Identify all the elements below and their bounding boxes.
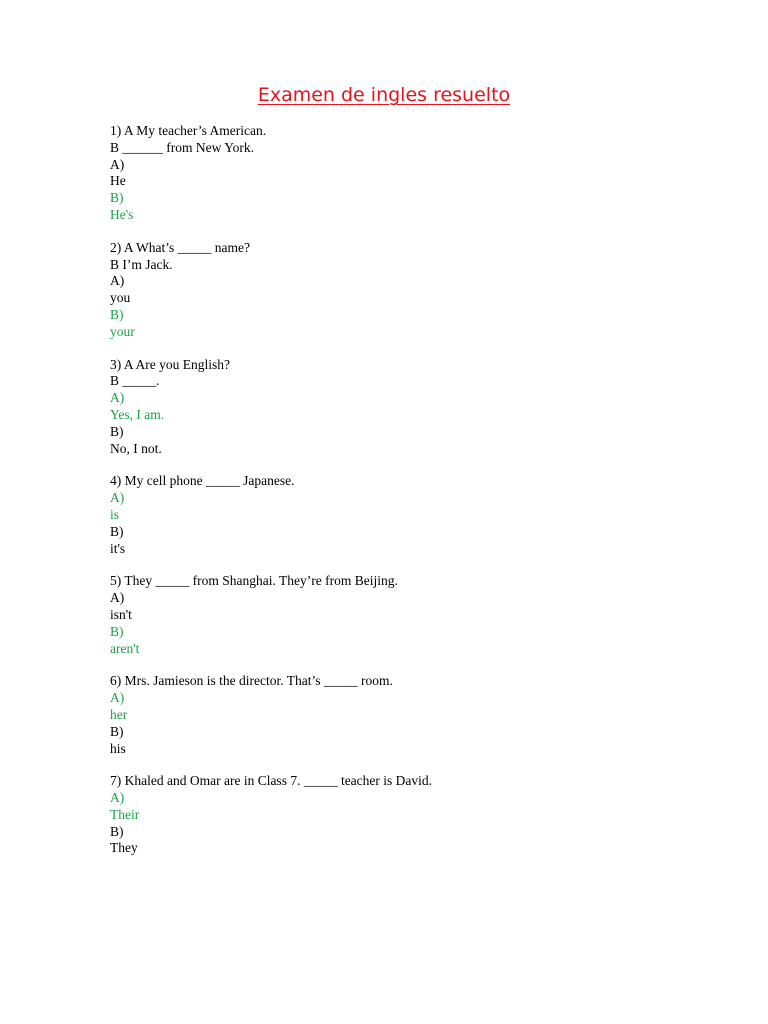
correct-option-letter: A) [110,490,125,506]
question-block [110,240,710,341]
correct-option-text: Their [110,806,140,822]
option-letter: B) [110,823,124,839]
option-text: No, I not. [110,440,162,456]
option-text: his [110,740,126,756]
question-block [110,773,710,857]
question-prompt: 1) A My teacher’s American. [110,123,267,138]
option-text: it's [110,540,126,556]
correct-option-letter: A) [110,690,125,706]
question-prompt: 2) A What’s _____ name? [110,239,250,255]
correct-option-text: your [110,323,135,339]
option-text: They [110,840,138,856]
page-title: Examen de ingles resuelto [257,84,511,106]
correct-option-letter: B) [110,623,124,639]
question-prompt: 6) Mrs. Jamieson is the director. That’s _____ room. [110,673,393,689]
correct-option-letter: B) [110,306,124,322]
option-letter: B) [110,723,124,739]
question-prompt: 5) They _____ from Shanghai. They’re from Beijing. [110,573,398,589]
question-block [110,357,710,458]
question-list [110,123,710,873]
question-response-line: B ______ from New York. [110,139,255,155]
question-response-line: B I’m Jack. [110,256,173,272]
option-text: He [110,173,126,189]
question-block [110,573,710,657]
option-letter: A) [110,590,125,606]
correct-option-text: aren't [110,640,140,656]
option-letter: A) [110,156,125,172]
question-block [110,673,710,757]
question-response-line: B _____. [110,373,160,389]
question-prompt: 3) A Are you English? [110,356,230,372]
correct-option-letter: B) [110,190,124,206]
question-prompt: 7) Khaled and Omar are in Class 7. _____ teacher is David. [110,773,433,789]
option-letter: B) [110,523,124,539]
option-letter: B) [110,423,124,439]
question-prompt: 4) My cell phone _____ Japanese. [110,473,295,489]
correct-option-text: her [110,706,128,722]
correct-option-text: He's [110,206,134,222]
option-text: isn't [110,606,132,622]
option-text: you [110,290,131,306]
option-letter: A) [110,273,125,289]
question-block [110,123,710,224]
correct-option-text: is [110,506,120,522]
question-block [110,473,710,557]
correct-option-text: Yes, I am. [110,406,165,422]
correct-option-letter: A) [110,790,125,806]
correct-option-letter: A) [110,390,125,406]
